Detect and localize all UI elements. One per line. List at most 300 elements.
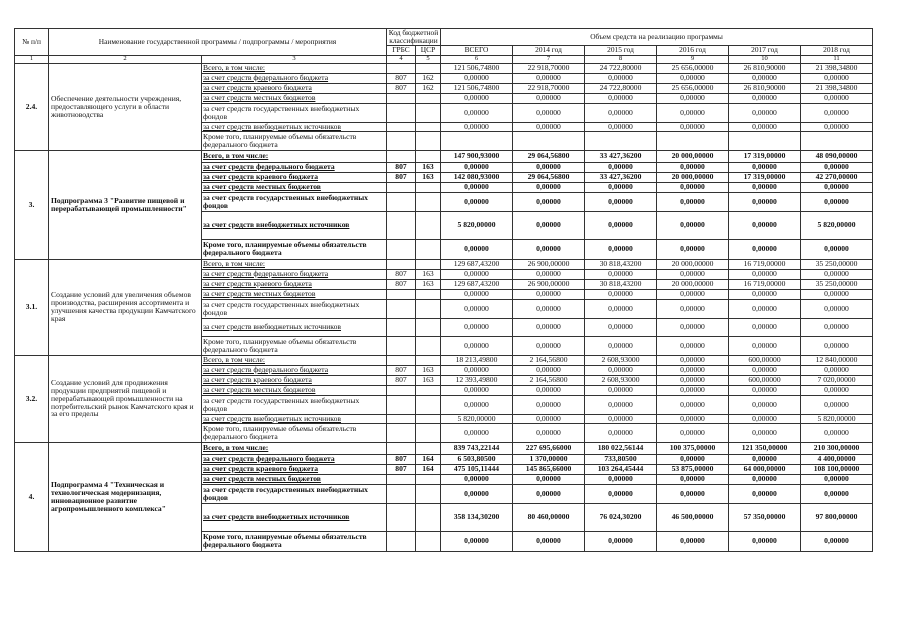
amount-cell: 29 064,56800: [513, 172, 585, 182]
grbs-code: [387, 103, 416, 122]
funding-source-label: за счет средств федерального бюджета: [202, 454, 387, 464]
item-number: 4.: [15, 442, 49, 551]
amount-cell: 121 506,74800: [441, 63, 513, 73]
funding-source-label: за счет средств федерального бюджета: [202, 73, 387, 83]
amount-cell: 17 319,00000: [729, 150, 801, 162]
amount-cell: 0,00000: [441, 336, 513, 355]
amount-cell: 0,00000: [513, 269, 585, 279]
amount-cell: 0,00000: [513, 385, 585, 395]
amount-cell: 5 820,00000: [441, 211, 513, 239]
item-name: Создание условий для увеличения объемов производства, расширения ассортимента и улучшения качества продукции Камчатского края: [49, 259, 202, 355]
amount-cell: 0,00000: [801, 385, 873, 395]
amount-cell: 0,00000: [729, 93, 801, 103]
amount-cell: 0,00000: [441, 395, 513, 414]
amount-cell: 0,00000: [657, 269, 729, 279]
amount-cell: 0,00000: [513, 239, 585, 259]
amount-cell: 2 608,93000: [585, 375, 657, 385]
amount-cell: 0,00000: [729, 299, 801, 318]
csr-code: [416, 211, 441, 239]
funding-source-label: за счет средств внебюджетных источников: [202, 503, 387, 531]
amount-cell: 0,00000: [657, 414, 729, 423]
amount-cell: 0,00000: [657, 192, 729, 211]
grbs-code: 807: [387, 279, 416, 289]
amount-cell: 0,00000: [801, 299, 873, 318]
amount-cell: 0,00000: [441, 299, 513, 318]
csr-code: 163: [416, 269, 441, 279]
amount-cell: 26 810,90000: [729, 83, 801, 93]
csr-code: [416, 131, 441, 150]
amount-cell: 16 719,00000: [729, 279, 801, 289]
amount-cell: 76 024,30200: [585, 503, 657, 531]
csr-code: [416, 484, 441, 503]
column-number: 4: [387, 55, 416, 63]
amount-cell: 0,00000: [657, 365, 729, 375]
amount-cell: 20 000,00000: [657, 259, 729, 269]
amount-cell: 0,00000: [657, 103, 729, 122]
csr-code: 162: [416, 83, 441, 93]
amount-cell: 475 105,11444: [441, 464, 513, 474]
amount-cell: 22 918,70000: [513, 83, 585, 93]
csr-code: [416, 289, 441, 299]
header-volume: Объем средств на реализацию программы: [441, 29, 873, 46]
csr-code: [416, 474, 441, 484]
amount-cell: [801, 131, 873, 150]
amount-cell: 0,00000: [729, 474, 801, 484]
amount-cell: 20 000,00000: [657, 279, 729, 289]
amount-cell: 0,00000: [441, 365, 513, 375]
amount-cell: 0,00000: [801, 269, 873, 279]
amount-cell: 0,00000: [729, 454, 801, 464]
amount-cell: 25 656,00000: [657, 63, 729, 73]
csr-code: [416, 103, 441, 122]
grbs-code: [387, 192, 416, 211]
amount-cell: 24 722,80000: [585, 83, 657, 93]
amount-cell: 0,00000: [585, 336, 657, 355]
column-number: 8: [585, 55, 657, 63]
funding-source-label: Всего, в том числе:: [202, 355, 387, 365]
amount-cell: 733,80500: [585, 454, 657, 464]
amount-cell: 2 608,93000: [585, 355, 657, 365]
column-number: 6: [441, 55, 513, 63]
header-year-2017: 2017 год: [729, 45, 801, 55]
item-number: 3.2.: [15, 355, 49, 442]
amount-cell: 0,00000: [657, 454, 729, 464]
grbs-code: [387, 484, 416, 503]
csr-code: 163: [416, 279, 441, 289]
grbs-code: [387, 150, 416, 162]
amount-cell: 0,00000: [441, 385, 513, 395]
amount-cell: 0,00000: [585, 192, 657, 211]
amount-cell: 0,00000: [729, 336, 801, 355]
csr-code: [416, 395, 441, 414]
amount-cell: 0,00000: [657, 73, 729, 83]
amount-cell: 108 100,00000: [801, 464, 873, 474]
funding-source-label: Кроме того, планируемые объемы обязательств федерального бюджета: [202, 423, 387, 442]
amount-cell: 0,00000: [441, 269, 513, 279]
amount-cell: 26 900,00000: [513, 279, 585, 289]
grbs-code: [387, 239, 416, 259]
funding-source-label: Кроме того, планируемые объемы обязательств федерального бюджета: [202, 531, 387, 551]
csr-code: [416, 355, 441, 365]
funding-source-label: Кроме того, планируемые объемы обязательств федерального бюджета: [202, 239, 387, 259]
amount-cell: 0,00000: [441, 531, 513, 551]
amount-cell: 180 022,56144: [585, 442, 657, 454]
header-year-total: ВСЕГО: [441, 45, 513, 55]
grbs-code: 807: [387, 83, 416, 93]
amount-cell: 0,00000: [441, 474, 513, 484]
funding-source-label: Всего, в том числе:: [202, 150, 387, 162]
funding-source-label: за счет средств государственных внебюджетных фондов: [202, 192, 387, 211]
amount-cell: 147 900,93000: [441, 150, 513, 162]
amount-cell: 0,00000: [513, 336, 585, 355]
amount-cell: 0,00000: [513, 395, 585, 414]
amount-cell: 0,00000: [513, 73, 585, 83]
amount-cell: 0,00000: [801, 318, 873, 336]
funding-source-label: за счет средств краевого бюджета: [202, 83, 387, 93]
amount-cell: 0,00000: [657, 162, 729, 172]
csr-code: [416, 336, 441, 355]
amount-cell: 0,00000: [657, 289, 729, 299]
amount-cell: 0,00000: [441, 239, 513, 259]
grbs-code: 807: [387, 73, 416, 83]
amount-cell: 33 427,36200: [585, 150, 657, 162]
funding-source-label: за счет средств местных бюджетов: [202, 385, 387, 395]
amount-cell: 0,00000: [585, 93, 657, 103]
amount-cell: 0,00000: [729, 269, 801, 279]
csr-code: [416, 385, 441, 395]
grbs-code: [387, 259, 416, 269]
amount-cell: 0,00000: [729, 531, 801, 551]
csr-code: [416, 93, 441, 103]
amount-cell: 29 064,56800: [513, 150, 585, 162]
amount-cell: 0,00000: [513, 365, 585, 375]
funding-source-label: Всего, в том числе:: [202, 63, 387, 73]
amount-cell: 24 722,80000: [585, 63, 657, 73]
grbs-code: 807: [387, 162, 416, 172]
funding-source-label: за счет средств федерального бюджета: [202, 162, 387, 172]
funding-source-label: за счет средств внебюджетных источников: [202, 318, 387, 336]
amount-cell: 0,00000: [801, 484, 873, 503]
grbs-code: [387, 355, 416, 365]
amount-cell: 0,00000: [657, 239, 729, 259]
amount-cell: [441, 131, 513, 150]
amount-cell: 0,00000: [441, 93, 513, 103]
amount-cell: 0,00000: [657, 474, 729, 484]
amount-cell: 0,00000: [657, 211, 729, 239]
amount-cell: 35 250,00000: [801, 279, 873, 289]
amount-cell: 0,00000: [801, 239, 873, 259]
amount-cell: 0,00000: [585, 122, 657, 131]
funding-source-label: за счет средств федерального бюджета: [202, 269, 387, 279]
amount-cell: 145 865,66000: [513, 464, 585, 474]
item-name: Создание условий для продвижения продукции предприятий пищевой и перерабатывающей промышленности на потребительский рынок Камчатского края и за его пределы: [49, 355, 202, 442]
funding-source-label: за счет средств краевого бюджета: [202, 172, 387, 182]
amount-cell: 16 719,00000: [729, 259, 801, 269]
amount-cell: 0,00000: [585, 484, 657, 503]
amount-cell: 0,00000: [441, 192, 513, 211]
amount-cell: 0,00000: [441, 103, 513, 122]
item-name: Подпрограмма 4 "Техническая и технологическая модернизация, инновационное развитие агропромышленного комплекса": [49, 442, 202, 551]
column-number: 11: [801, 55, 873, 63]
column-number: 10: [729, 55, 801, 63]
amount-cell: 80 460,00000: [513, 503, 585, 531]
grbs-code: [387, 423, 416, 442]
amount-cell: 25 656,00000: [657, 83, 729, 93]
amount-cell: 0,00000: [585, 239, 657, 259]
amount-cell: 0,00000: [441, 289, 513, 299]
amount-cell: 46 500,00000: [657, 503, 729, 531]
amount-cell: 21 398,34800: [801, 83, 873, 93]
csr-code: 163: [416, 365, 441, 375]
amount-cell: 0,00000: [513, 182, 585, 192]
grbs-code: [387, 503, 416, 531]
csr-code: [416, 63, 441, 73]
amount-cell: 0,00000: [801, 93, 873, 103]
funding-source-label: за счет средств внебюджетных источников: [202, 414, 387, 423]
funding-source-label: за счет средств внебюджетных источников: [202, 122, 387, 131]
amount-cell: 0,00000: [513, 531, 585, 551]
grbs-code: [387, 122, 416, 131]
header-budget-code: Код бюджетной классификации: [387, 29, 441, 46]
csr-code: [416, 423, 441, 442]
amount-cell: 0,00000: [801, 192, 873, 211]
table-row: [15, 355, 873, 365]
amount-cell: 0,00000: [585, 269, 657, 279]
amount-cell: 0,00000: [729, 385, 801, 395]
funding-source-label: Всего, в том числе:: [202, 442, 387, 454]
table-row: [15, 63, 873, 73]
amount-cell: 0,00000: [801, 162, 873, 172]
csr-code: [416, 182, 441, 192]
amount-cell: 0,00000: [585, 182, 657, 192]
amount-cell: 0,00000: [513, 162, 585, 172]
amount-cell: 0,00000: [513, 318, 585, 336]
amount-cell: 0,00000: [801, 103, 873, 122]
amount-cell: 64 000,00000: [729, 464, 801, 474]
amount-cell: 30 818,43200: [585, 259, 657, 269]
grbs-code: [387, 395, 416, 414]
grbs-code: 807: [387, 464, 416, 474]
funding-source-label: за счет средств местных бюджетов: [202, 474, 387, 484]
amount-cell: 20 000,00000: [657, 172, 729, 182]
grbs-code: [387, 93, 416, 103]
amount-cell: 0,00000: [513, 103, 585, 122]
funding-source-label: за счет средств государственных внебюджетных фондов: [202, 299, 387, 318]
amount-cell: 0,00000: [801, 531, 873, 551]
grbs-code: [387, 414, 416, 423]
amount-cell: 0,00000: [657, 299, 729, 318]
funding-source-label: за счет средств краевого бюджета: [202, 375, 387, 385]
csr-code: 164: [416, 454, 441, 464]
grbs-code: [387, 299, 416, 318]
grbs-code: [387, 289, 416, 299]
amount-cell: 0,00000: [729, 182, 801, 192]
amount-cell: 210 300,00000: [801, 442, 873, 454]
amount-cell: 21 398,34800: [801, 63, 873, 73]
amount-cell: 0,00000: [801, 336, 873, 355]
amount-cell: 0,00000: [585, 162, 657, 172]
amount-cell: 0,00000: [513, 211, 585, 239]
amount-cell: 0,00000: [585, 289, 657, 299]
amount-cell: 0,00000: [513, 289, 585, 299]
amount-cell: 0,00000: [585, 211, 657, 239]
amount-cell: 0,00000: [729, 239, 801, 259]
amount-cell: 227 695,66000: [513, 442, 585, 454]
amount-cell: 0,00000: [657, 423, 729, 442]
funding-source-label: за счет средств местных бюджетов: [202, 289, 387, 299]
table-row: [15, 259, 873, 269]
amount-cell: 121 506,74800: [441, 83, 513, 93]
table-row: [15, 442, 873, 454]
column-number: 5: [416, 55, 441, 63]
amount-cell: 0,00000: [657, 93, 729, 103]
amount-cell: 0,00000: [657, 395, 729, 414]
amount-cell: 839 743,22144: [441, 442, 513, 454]
funding-source-label: за счет средств местных бюджетов: [202, 182, 387, 192]
amount-cell: 0,00000: [729, 395, 801, 414]
amount-cell: [729, 131, 801, 150]
amount-cell: 0,00000: [729, 484, 801, 503]
amount-cell: 100 375,00000: [657, 442, 729, 454]
csr-code: [416, 442, 441, 454]
amount-cell: 0,00000: [657, 182, 729, 192]
header-csr: ЦСР: [416, 45, 441, 55]
column-number: 9: [657, 55, 729, 63]
funding-source-label: Кроме того, планируемые объемы обязательств федерального бюджета: [202, 131, 387, 150]
amount-cell: 0,00000: [801, 73, 873, 83]
amount-cell: 1 370,00000: [513, 454, 585, 464]
grbs-code: 807: [387, 365, 416, 375]
amount-cell: 0,00000: [585, 103, 657, 122]
csr-code: [416, 414, 441, 423]
csr-code: [416, 259, 441, 269]
funding-source-label: за счет средств краевого бюджета: [202, 464, 387, 474]
grbs-code: [387, 182, 416, 192]
grbs-code: 807: [387, 172, 416, 182]
amount-cell: 0,00000: [657, 336, 729, 355]
csr-code: [416, 318, 441, 336]
amount-cell: 0,00000: [729, 211, 801, 239]
amount-cell: 12 393,49800: [441, 375, 513, 385]
csr-code: 163: [416, 162, 441, 172]
amount-cell: 0,00000: [513, 484, 585, 503]
amount-cell: 20 000,00000: [657, 150, 729, 162]
budget-table: [14, 28, 873, 552]
funding-source-label: Всего, в том числе:: [202, 259, 387, 269]
amount-cell: 0,00000: [441, 318, 513, 336]
amount-cell: 0,00000: [729, 122, 801, 131]
amount-cell: [657, 131, 729, 150]
grbs-code: [387, 211, 416, 239]
amount-cell: 0,00000: [585, 299, 657, 318]
amount-cell: 0,00000: [729, 414, 801, 423]
csr-code: [416, 122, 441, 131]
grbs-code: 807: [387, 269, 416, 279]
amount-cell: 0,00000: [585, 365, 657, 375]
amount-cell: 97 800,00000: [801, 503, 873, 531]
amount-cell: [513, 131, 585, 150]
csr-code: 163: [416, 375, 441, 385]
amount-cell: 0,00000: [801, 289, 873, 299]
amount-cell: 0,00000: [513, 474, 585, 484]
column-number: 2: [49, 55, 202, 63]
amount-cell: 26 900,00000: [513, 259, 585, 269]
table-body: [15, 63, 873, 551]
item-number: 3.1.: [15, 259, 49, 355]
amount-cell: 33 427,36200: [585, 172, 657, 182]
funding-source-label: за счет средств местных бюджетов: [202, 93, 387, 103]
csr-code: [416, 503, 441, 531]
header-grbs: ГРБС: [387, 45, 416, 55]
amount-cell: 2 164,56800: [513, 375, 585, 385]
item-name: Обеспечение деятельности учреждения, предоставляющего услуги в области животноводства: [49, 63, 202, 150]
csr-code: [416, 192, 441, 211]
amount-cell: 17 319,00000: [729, 172, 801, 182]
csr-code: [416, 239, 441, 259]
amount-cell: 121 350,00000: [729, 442, 801, 454]
amount-cell: 0,00000: [441, 423, 513, 442]
grbs-code: [387, 131, 416, 150]
item-name: Подпрограмма 3 "Развитие пищевой и перерабатывающей промышленности": [49, 150, 202, 259]
header-year-2014: 2014 год: [513, 45, 585, 55]
grbs-code: [387, 63, 416, 73]
header-year-2015: 2015 год: [585, 45, 657, 55]
amount-cell: 0,00000: [729, 289, 801, 299]
grbs-code: [387, 531, 416, 551]
amount-cell: 0,00000: [729, 365, 801, 375]
amount-cell: 0,00000: [657, 122, 729, 131]
column-number-row: [15, 55, 873, 63]
funding-source-label: за счет средств внебюджетных источников: [202, 211, 387, 239]
amount-cell: 0,00000: [441, 73, 513, 83]
grbs-code: [387, 442, 416, 454]
header-year-2018: 2018 год: [801, 45, 873, 55]
csr-code: 163: [416, 172, 441, 182]
amount-cell: 0,00000: [585, 423, 657, 442]
amount-cell: 0,00000: [729, 318, 801, 336]
amount-cell: 0,00000: [729, 192, 801, 211]
funding-source-label: Кроме того, планируемые объемы обязательств федерального бюджета: [202, 336, 387, 355]
amount-cell: 0,00000: [657, 484, 729, 503]
amount-cell: 0,00000: [729, 162, 801, 172]
amount-cell: 0,00000: [585, 318, 657, 336]
amount-cell: 5 820,00000: [801, 414, 873, 423]
header-name: Наименование государственной программы / подпрограммы / мероприятия: [49, 29, 387, 56]
amount-cell: 48 090,00000: [801, 150, 873, 162]
amount-cell: 0,00000: [441, 484, 513, 503]
amount-cell: 53 875,00000: [657, 464, 729, 474]
amount-cell: 358 134,30200: [441, 503, 513, 531]
amount-cell: 5 820,00000: [441, 414, 513, 423]
funding-source-label: за счет средств краевого бюджета: [202, 279, 387, 289]
column-number: 1: [15, 55, 49, 63]
amount-cell: 600,00000: [729, 375, 801, 385]
grbs-code: [387, 385, 416, 395]
amount-cell: 0,00000: [513, 192, 585, 211]
amount-cell: 0,00000: [657, 531, 729, 551]
amount-cell: 0,00000: [729, 103, 801, 122]
csr-code: 164: [416, 464, 441, 474]
item-number: 3.: [15, 150, 49, 259]
funding-source-label: за счет средств государственных внебюджетных фондов: [202, 395, 387, 414]
amount-cell: 26 810,90000: [729, 63, 801, 73]
header-year-2016: 2016 год: [657, 45, 729, 55]
amount-cell: 7 020,00000: [801, 375, 873, 385]
amount-cell: 0,00000: [657, 318, 729, 336]
amount-cell: 0,00000: [729, 73, 801, 83]
amount-cell: 6 503,80500: [441, 454, 513, 464]
amount-cell: 12 840,00000: [801, 355, 873, 365]
